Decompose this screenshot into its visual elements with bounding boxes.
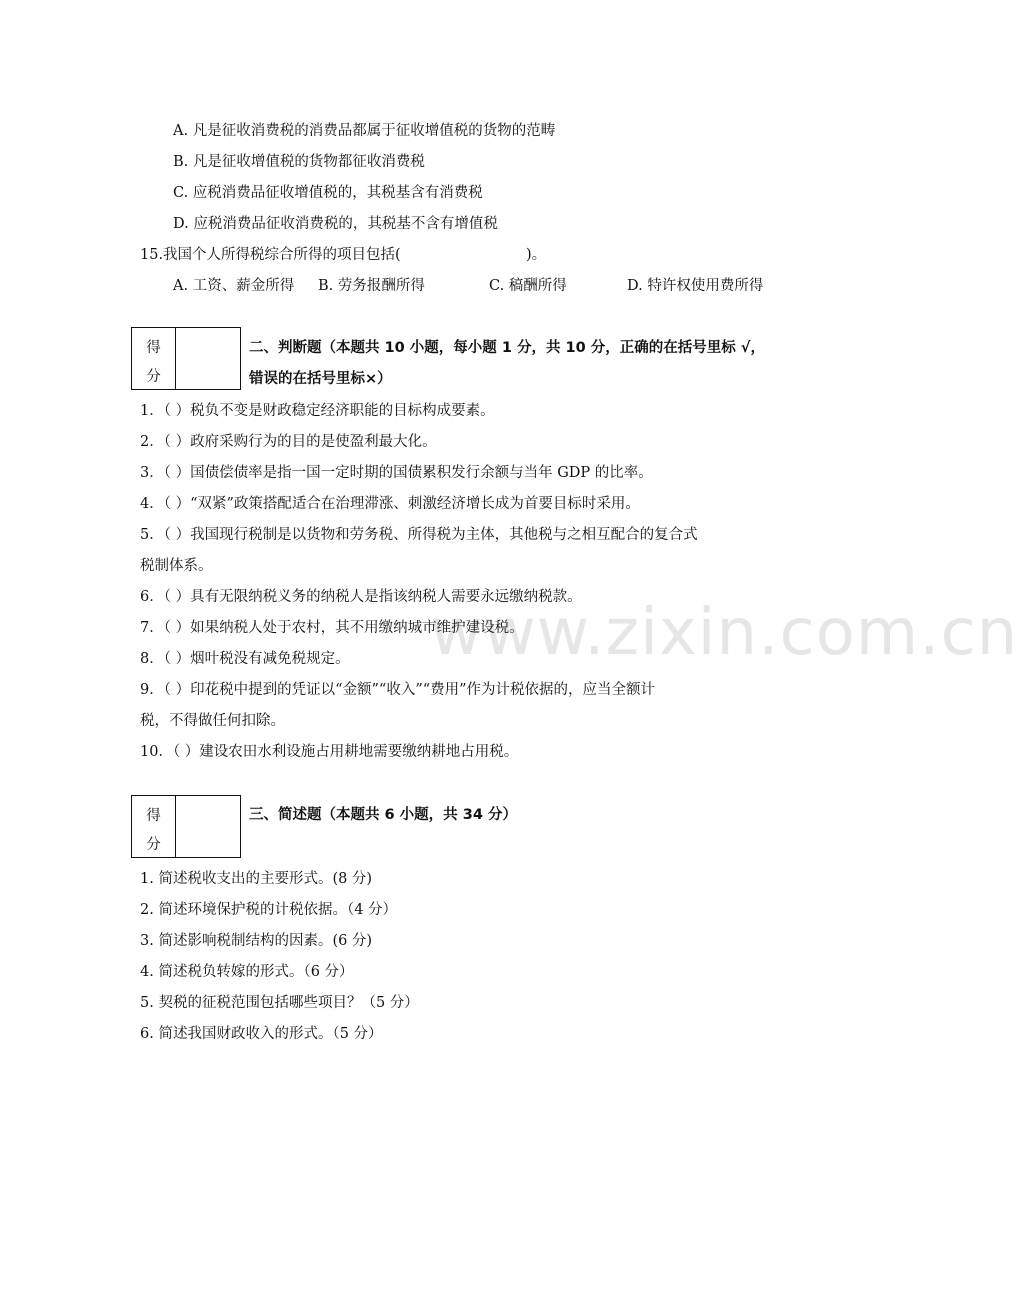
short-answer-item-4: 4. 简述税负转嫁的形式。（6 分） [140, 964, 354, 980]
judge-item-6: 6．（ ）具有无限纳税义务的纳税人是指该纳税人需要永远缴纳税款。 [140, 589, 582, 605]
watermark: www.zixin.com.cn [430, 596, 1018, 670]
short-answer-item-1: 1. 简述税收支出的主要形式。(8 分) [140, 871, 373, 887]
section2-title-line1: 二、判断题（本题共 10 小题，每小题 1 分，共 10 分，正确的在括号里标 √， [249, 340, 765, 356]
score-label-bottom: 分 [146, 837, 161, 853]
short-answer-item-5: 5. 契税的征税范围包括哪些项目？（5 分） [140, 995, 419, 1011]
judge-item-9: 9．（ ）印花税中提到的凭证以“金额”“收入”“费用”作为计税依据的，应当全额计 [140, 682, 656, 698]
score-label-top: 得 [146, 340, 161, 356]
q15-stem-end: )。 [526, 247, 547, 263]
judge-item-4: 4．（ ）“双紧”政策搭配适合在治理滞涨、刺激经济增长成为首要目标时采用。 [140, 496, 640, 512]
score-label-bottom: 分 [146, 369, 161, 385]
score-box-divider [175, 796, 176, 857]
q15-stem: 15.我国个人所得税综合所得的项目包括( [140, 247, 401, 263]
judge-item-7: 7．（ ）如果纳税人处于农村，其不用缴纳城市维护建设税。 [140, 620, 524, 636]
score-box-divider [175, 328, 176, 389]
judge-item-5-cont: 税制体系。 [140, 558, 213, 574]
judge-item-5: 5．（ ）我国现行税制是以货物和劳务税、所得税为主体，其他税与之相互配合的复合式 [140, 527, 698, 543]
judge-item-10: 10．（ ）建设农田水利设施占用耕地需要缴纳耕地占用税。 [140, 744, 519, 760]
short-answer-item-6: 6. 简述我国财政收入的形式。（5 分） [140, 1026, 383, 1042]
judge-item-3: 3．（ ）国债偿债率是指一国一定时期的国债累积发行余额与当年 GDP 的比率。 [140, 465, 653, 481]
q14-option-d: D. 应税消费品征收消费税的，其税基不含有增值税 [173, 216, 498, 232]
judge-item-8: 8．（ ）烟叶税没有减免税规定。 [140, 651, 350, 667]
q15-option-b: B. 劳务报酬所得 [318, 278, 425, 294]
score-box-section3 [131, 795, 241, 858]
short-answer-item-2: 2. 简述环境保护税的计税依据。（4 分） [140, 902, 398, 918]
section2-title-line2: 错误的在括号里标×） [249, 371, 392, 387]
section3-title: 三、简述题（本题共 6 小题，共 34 分） [249, 807, 517, 823]
judge-item-9-cont: 税，不得做任何扣除。 [140, 713, 285, 729]
q14-option-b: B. 凡是征收增值税的货物都征收消费税 [173, 154, 425, 170]
q14-option-a: A. 凡是征收消费税的消费品都属于征收增值税的货物的范畴 [173, 123, 556, 139]
short-answer-item-3: 3. 简述影响税制结构的因素。(6 分) [140, 933, 373, 949]
q15-option-a: A. 工资、薪金所得 [173, 278, 295, 294]
q15-option-c: C. 稿酬所得 [489, 278, 567, 294]
q15-option-d: D. 特许权使用费所得 [627, 278, 764, 294]
q14-option-c: C. 应税消费品征收增值税的，其税基含有消费税 [173, 185, 483, 201]
score-label-top: 得 [146, 808, 161, 824]
judge-item-1: 1．（ ）税负不变是财政稳定经济职能的目标构成要素。 [140, 403, 495, 419]
judge-item-2: 2．（ ）政府采购行为的目的是使盈利最大化。 [140, 434, 437, 450]
score-box-section2 [131, 327, 241, 390]
